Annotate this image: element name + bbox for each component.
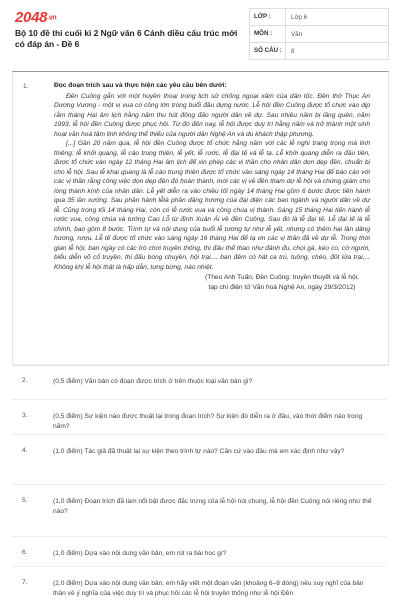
logo-suffix: .vn (47, 14, 57, 22)
question-7 (12, 566, 387, 597)
passage-source (194, 273, 370, 292)
question-prompt: Đọc đoạn trích sau và thực hiện các yêu cầu bên dưới: (54, 82, 227, 89)
meta-value: Văn (291, 30, 303, 38)
question-1 (12, 71, 389, 366)
meta-row-subject (250, 26, 388, 43)
question-6 (12, 536, 387, 557)
question-5 (12, 484, 387, 515)
question-4 (12, 434, 387, 455)
page-header (0, 0, 400, 62)
question-number: 7. (22, 579, 28, 586)
meta-value: Lớp 6 (291, 13, 308, 21)
question-text: (0,5 điểm) Sự kiện nào được thuật lại trong đoạn trích? Sự kiện đó diễn ra ở đâu, vào thời điểm nào trong năm? (53, 413, 363, 430)
question-text: (2,0 điểm) Dựa vào nội dung văn bản, em hãy viết một đoạn văn (khoảng 6–8 dòng) nêu suy nghĩ của bản thân về ý nghĩa của việc duy trì và phục hồi các lễ hội truyền thống như lễ hội Đền (53, 580, 364, 597)
logo-text: 2048 (15, 9, 48, 26)
meta-label: SỐ CÂU : (250, 43, 286, 59)
question-number: 3. (22, 412, 28, 419)
meta-label: MÔN : (250, 26, 286, 42)
question-content (54, 81, 370, 292)
meta-row-count (250, 43, 388, 59)
question-2 (12, 364, 387, 385)
source-line: (Theo Anh Tuấn, Đền Cuông: truyền thuyết và lễ hội, (205, 274, 359, 281)
question-text: (1,0 điểm) Dựa vào nội dung văn bản, em rút ra bài học gì? (53, 550, 227, 557)
source-line: tạp chí điện tử Văn hoá Nghệ An, ngày 29/3/2012) (208, 283, 356, 291)
meta-label: LỚP : (250, 9, 286, 25)
question-number: 6. (22, 549, 28, 556)
meta-row-class (250, 9, 388, 26)
passage-paragraph: Đền Cuông gắn với một huyền thoại trong lịch sử chống ngoại xâm của dân tộc. Đền thờ Thục An Dương Vương - một vị vua có công lớn trong buổi đầu dựng nước. Lễ hội đền Cuông được tổ chức vào dịp rằm tháng Hai âm lịch hằng năm thu hút đông đảo người dân về dự. Sau nhiều năm bị lãng quên, năm 1993, lễ hội đền Cuông được phục hồi. Từ đó đến nay, lễ hội được duy trì hằng năm và trở thành một sinh hoạt văn hoá tâm linh không thể thiếu của người dân Nghệ An và du khách thập phương. (54, 92, 370, 138)
meta-table (249, 8, 389, 60)
question-text: (1,0 điểm) Đoạn trích đã làm nổi bật được đặc trưng của lễ hội nói chung, lễ hội đền Cuông nói riêng như thế nào? (53, 498, 372, 515)
question-text: (1,0 điểm) Tác giả đã thuật lại sự kiện theo trình tự nào? Căn cứ vào đâu mà em xác định như vậy? (53, 448, 345, 455)
question-number: 1. (23, 83, 29, 90)
question-text: (0,5 điểm) Văn bản có đoạn được trích ở trên thuộc loại văn bản gì? (53, 378, 253, 385)
passage-paragraph: [...] Gần 20 năm qua, lễ hội đền Cuông được tổ chức hằng năm với các lễ nghi trang trọng mà linh thiêng: lễ khởi quang, lễ cáo trung thiên, lễ yết, lễ rước, lễ đại tế và lễ tạ. Lễ khởi quang diễn ra đầu tiên, được tổ chức vào ngày 12 tháng Hai âm lịch để xin phép các vị thần cho nhân dân dọn dẹp đền, chuẩn bị cho lễ hội. Sau lễ khai quang là lễ cáo trung thiên được tổ chức vào sáng ngày 14 tháng Hai để báo cáo với các vị thần rằng công việc dọn dẹp đền đó hoàn thành, mời các vị về đền tham dự lễ hội và chứng giám cho lòng thành kính của nhân dân. Lễ yết diễn ra vào chiều tối ngày 14 tháng Hai gồm 6 bước được tiến hành qua 35 lần xướng. Sau phần hành lễlà phần dâng hương của đại diện các ban ngành và người dân về dự lễ. Cũng trong tối 14 tháng Hai, còn có lễ rước vua và công chúa vị thành. Sáng 15 tháng Hai tiến hành lễ rước vua, công chúa và tướng Cao Lỗ từ đình Xuân Ái về đền Cuông. Sau đó là lễ đại tế. Lễ đại tế là lễ chính, bao gồm 8 bước. Trình tự và nội dung của buổi lễ tương tự như lễ yết, nhưng có thêm hai lần dâng hương, rượu. Lễ tế được tổ chức vào sáng ngày 16 tháng Hai để tạ ơn các vị thần đã về dự lễ. Trong thời gian lễ hội, ban ngày có các trò chơi truyền thống, thi đấu thể thao như đánh đu, chọi gà, kéo co, cờ người, biểu diễn võ cổ truyền, thi đấu bóng chuyền, hội trại,... ban đêm có hát ca trù, tuồng, chèo, đốt lửa trại,... Không khí lễ hội thật là hấp dẫn, tưng bừng, náo nhiệt. (54, 140, 370, 271)
question-number: 2. (22, 377, 28, 384)
question-3 (12, 399, 387, 430)
document-title: Bộ 10 đề thi cuối kì 2 Ngữ văn 6 Cánh diều cấu trúc mới có đáp án - Đề 6 (15, 28, 238, 49)
question-number: 5. (22, 497, 28, 504)
meta-value: 8 (291, 47, 295, 55)
question-number: 4. (22, 447, 28, 454)
site-logo[interactable] (15, 9, 56, 26)
